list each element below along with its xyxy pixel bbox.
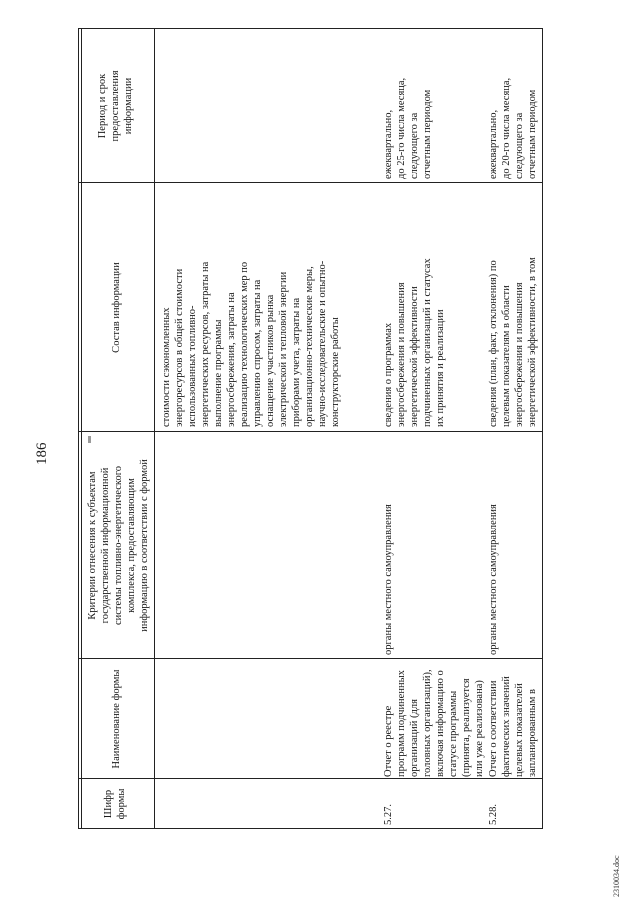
row-5-27-period: ежеквартально, до 25-го числа месяца, следующего за отчетным периодом [383, 77, 433, 179]
row-5-27-name: Отчет о реестре программ подчиненных организаций (для головных организаций), включая информацию о статусе программы (принята, реализуется или уже реализована) [383, 669, 485, 777]
col-divider-0 [78, 828, 543, 829]
row-5-28-content: сведения (план, факт, отклонения) по целевым показателям в области энергосбережения и повышения энергетической эффективности, в том [488, 257, 538, 427]
header-content: Состав информации [111, 262, 122, 353]
continuation-content: стоимости сэкономленных энергоресурсов в общей стоимости использованных топливно- энергетических ресурсов, затраты на выполнение программы энергосбережения, затраты на реализацию технологических мер по управлению спросом, затраты на оснащение участников рынка электрической и тепловой энергии приборами учета, затраты на организационно-технические меры, научно-исследовательские и опытно- конструкторские работы [161, 260, 341, 427]
row-5-28-period: ежеквартально, до 20-го числа месяца, следующего за отчетным периодом [488, 77, 538, 179]
col-divider-2 [78, 658, 543, 659]
header-criteria: Критерии отнесения к субъектам государственной информационной системы топливно-энергетического комплекса, предоставляющим информацию в соответствии с формой [87, 459, 150, 632]
header-code: Шифр формы [103, 788, 127, 820]
row-5-28-criteria: органы местного самоуправления [488, 504, 499, 655]
row-5-27-criteria: органы местного самоуправления [383, 504, 394, 655]
col-divider-3 [78, 431, 543, 432]
row-5-28-code: 5.28. [488, 804, 499, 825]
table-bottom-border [542, 29, 543, 829]
table-top-border [78, 29, 79, 829]
table-top-border-inner [81, 29, 82, 829]
header-name: Наименование формы [111, 669, 122, 769]
header-period: Период и срок предоставления информации [97, 70, 134, 142]
row-5-28-name: Отчет о соответствии фактических значений целевых показателей запланированным в [488, 676, 538, 777]
page-number: 186 [34, 442, 50, 465]
col-divider-4 [78, 182, 543, 183]
row-5-27-content: сведения о программах энергосбережения и повышения энергетической эффективности подчиненных организаций и статусах их принятия и реализации [383, 258, 446, 427]
col-divider-1 [78, 778, 543, 779]
header-bottom-border [154, 29, 155, 829]
footer-filename: 2310034.doc [612, 855, 621, 897]
row-5-27-code: 5.27. [383, 804, 394, 825]
col-divider-5 [78, 28, 543, 29]
